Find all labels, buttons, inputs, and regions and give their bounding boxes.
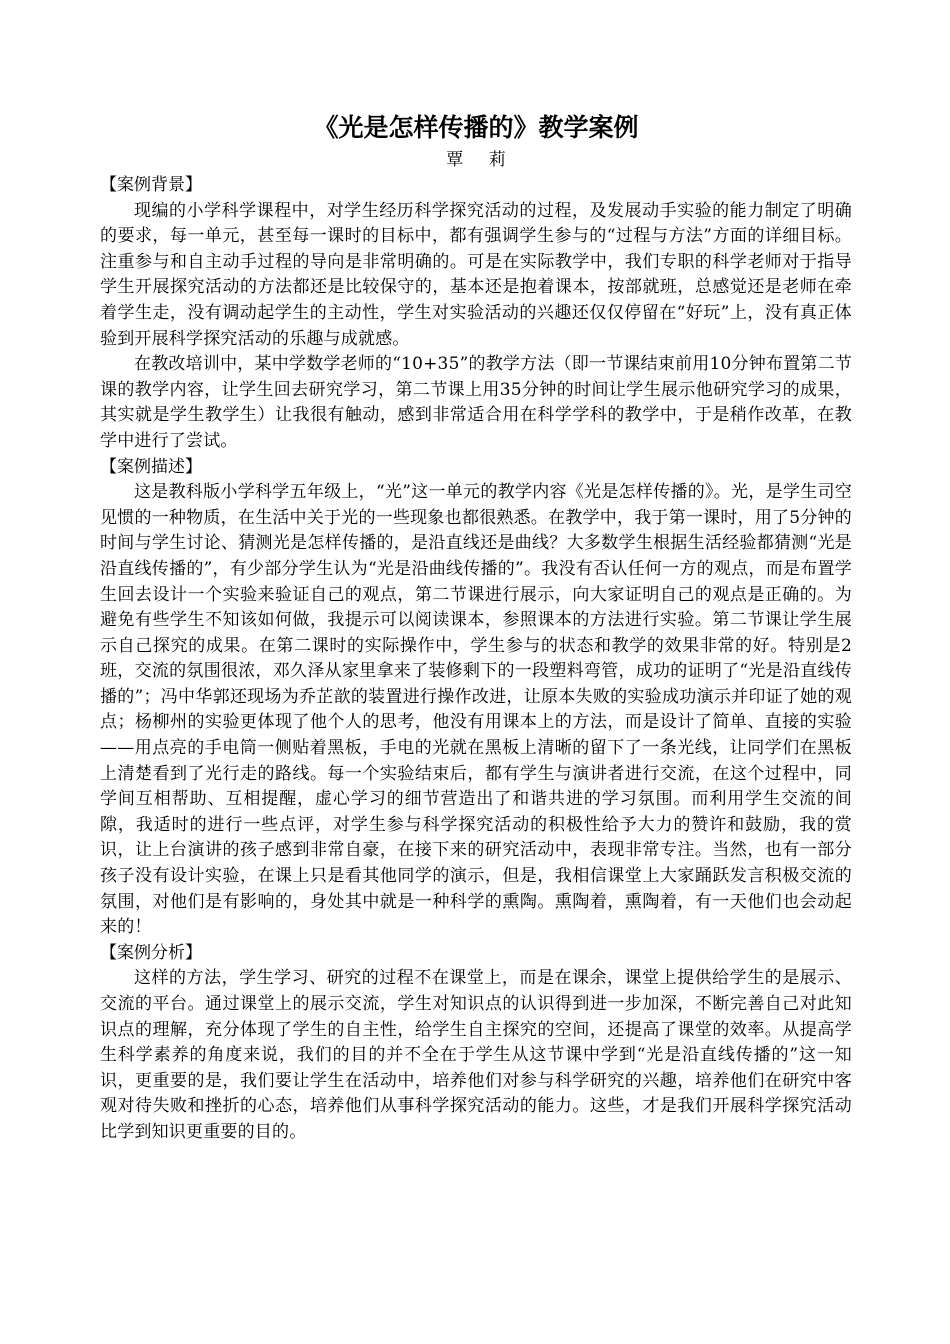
author-name: 覃 莉: [446, 150, 516, 170]
paragraph: 现编的小学科学课程中，对学生经历科学探究活动的过程，及发展动手实验的能力制定了明确的要求，每一单元，甚至每一课时的目标中，都有强调学生参与的“过程与方法”方面的详细目标。注重参与和自主动手过程的导向是非常明确的。可是在实际教学中，我们专职的科学老师对于指导学生开展探究活动的方法都还是比较保守的，基本还是抱着课本，按部就班，总感觉还是老师在牵着学生走，没有调动起学生的主动性，学生对实验活动的兴趣还仅仅停留在“好玩”上，没有真正体验到开展科学探究活动的乐趣与成就感。: [100, 200, 852, 349]
paragraph: 这是教科版小学科学五年级上，“光”这一单元的教学内容《光是怎样传播的》。光，是学生司空见惯的一种物质，在生活中关于光的一些现象也都很熟悉。在教学中，我于第一课时，用了5分钟的时间与学生讨论、猜测光是怎样传播的，是沿直线还是曲线？大多数学生根据生活经验都猜测“光是沿直线传播的”，有少部分学生认为“光是沿曲线传播的”。我没有否认任何一方的观点，而是布置学生回去设计一个实验来验证自己的观点，第二节课进行展示，向大家证明自己的观点是正确的。为避免有些学生不知该如何做，我提示可以阅读课本，参照课本的方法进行实验。第二节课让学生展示自己探究的成果。在第二课时的实际操作中，学生参与的状态和教学的效果非常的好。特别是2班，交流的氛围很浓，邓久泽从家里拿来了装修剩下的一段塑料弯管，成功的证明了“光是沿直线传播的”；冯中华郭还现场为乔芷歆的装置进行操作改进，让原本失败的实验成功演示并印证了她的观点；杨柳州的实验更体现了他个人的思考，他没有用课本上的方法，而是设计了简单、直接的实验——用点亮的手电筒一侧贴着黑板，手电的光就在黑板上清晰的留下了一条光线，让同学们在黑板上清楚看到了光行走的路线。每一个实验结束后，都有学生与演讲者进行交流，在这个过程中，同学间互相帮助、互相提醒，虚心学习的细节营造出了和谐共进的学习氛围。而利用学生交流的间隙，我适时的进行一些点评，对学生参与科学探究活动的积极性给予大力的赞许和鼓励，我的赏识，让上台演讲的孩子感到非常自豪，在接下来的研究活动中，表现非常专注。当然，也有一部分孩子没有设计实验，在课上只是看其他同学的演示，但是，我相信课堂上大家踊跃发言积极交流的氛围，对他们是有影响的，身处其中就是一种科学的熏陶。熏陶着，熏陶着，有一天他们也会动起来的！: [100, 482, 852, 938]
section-heading-analysis: 【案例分析】: [100, 942, 202, 963]
paragraph: 在教改培训中，某中学数学老师的“10+35”的教学方法（即一节课结束前用10分钟布置第二节课的教学内容，让学生回去研究学习，第二节课上用35分钟的时间让学生展示他研究学习的成果，其实就是学生教学生）让我很有触动，感到非常适合用在科学学科的教学中，于是稍作改革，在教学中进行了尝试。: [100, 354, 852, 451]
section-description: [100, 455, 852, 941]
section-heading-description: 【案例描述】: [100, 456, 202, 477]
document-page: [100, 108, 852, 1146]
section-background: [100, 173, 852, 455]
document-title: 《光是怎样传播的》教学案例: [313, 113, 639, 142]
paragraph: 这样的方法，学生学习、研究的过程不在课堂上，而是在课余，课堂上提供给学生的是展示、交流的平台。通过课堂上的展示交流，学生对知识点的认识得到进一步加深，不断完善自己对此知识点的理解，充分体现了学生的自主性，给学生自主探究的空间，还提高了课堂的效率。从提高学生科学素养的角度来说，我们的目的并不全在于学生从这节课中学到“光是沿直线传播的”这一知识，更重要的是，我们要让学生在活动中，培养他们对参与科学研究的兴趣，培养他们在研究中客观对待失败和挫折的心态，培养他们从事科学探究活动的能力。这些，才是我们开展科学探究活动比学到知识更重要的目的。: [100, 968, 852, 1142]
section-analysis: [100, 941, 852, 1146]
section-heading-background: 【案例背景】: [100, 175, 202, 195]
